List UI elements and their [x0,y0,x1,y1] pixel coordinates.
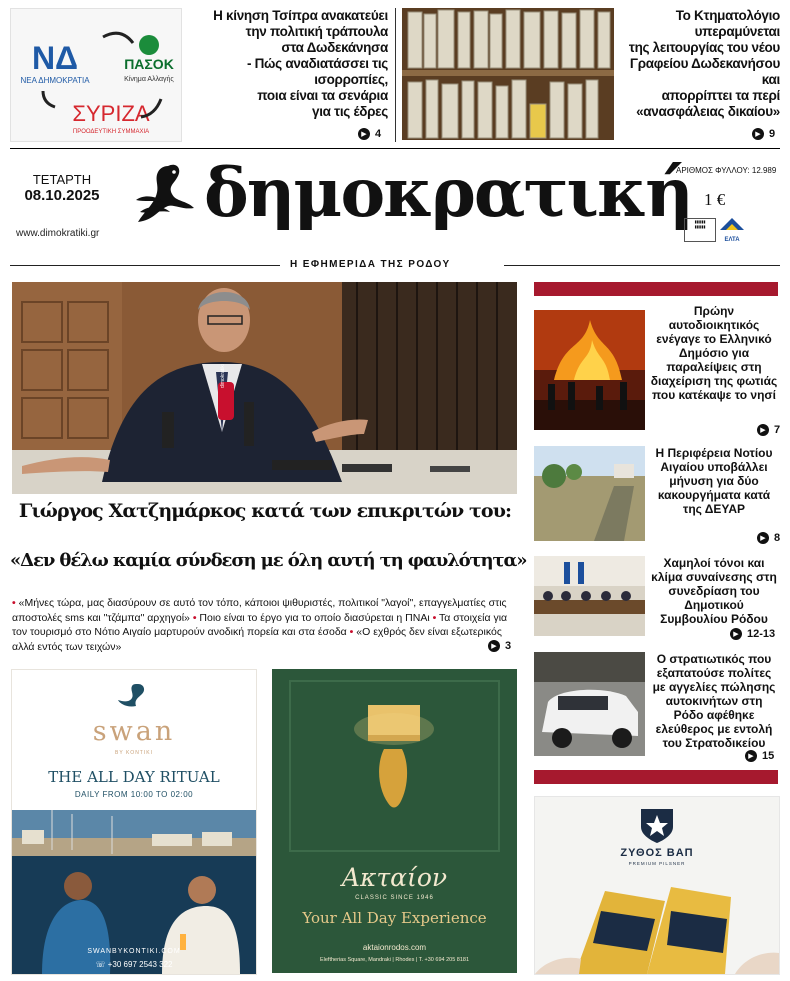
tagline-rule-left [10,265,280,266]
beer-brand: ΖΥΘΟΣ ΒΑΠ [620,847,694,859]
sidebar-story-2-text[interactable]: Η Περιφέρεια Νοτίου Αιγαίου υποβάλλει μήνυση για δύο κακουργήματα κατά της ΔΕΥΑΡ [655,446,773,516]
nd-label: ΝΕΑ ΔΗΜΟΚΡΑΤΙΑ [20,76,90,85]
aktaion-background [272,669,517,973]
arrow-icon: ▶ [752,128,764,140]
swan-website[interactable]: SWANBYKONTIKI.COM [87,948,181,955]
masthead-website-link[interactable]: www.dimokratiki.gr [16,228,100,239]
issue-price: 1 € [704,190,726,209]
swan-by: BY KONTIKI [115,750,153,756]
main-story-page-ref[interactable]: ▶ 3 [488,640,511,652]
archive-files-photo [402,8,614,140]
summary-item-4: «Ο εχθρός δεν είναι εξωτερικός αλλά εντός των τειχών» [12,626,502,653]
sidebar-photo-council[interactable] [534,556,645,636]
beer-cans-photo [535,871,779,974]
sidebar-story-1-text[interactable]: Πρώην αυτοδιοικητικός ενέγαγε το Ελληνικό Δημόσιο για παραλείψεις στη διαχείριση της φωτιάς που κατέκαψε το νησί [650,304,778,402]
arrow-icon: ▶ [757,532,769,544]
masthead-title[interactable]: δημοκρατική [204,153,692,232]
press-conference-image [12,282,517,494]
arrow-icon: ▶ [745,750,757,762]
top-left-page-ref[interactable]: ▶ 4 [358,128,381,140]
barcode-stamp: ▮▮▮▮▮ ▮▮▮▮▮ [684,218,716,242]
bird-logo-icon [130,160,202,230]
top-divider-vertical [395,8,396,142]
sidebar-photo-river[interactable] [534,446,645,541]
summary-item-1: «Μήνες τώρα, μας διασύρουν σε αυτό τον τόπο, κάποιοι ψιθυριστές, πολιτικοί "λαγοί", επαγγελματίες στις αποστολές sms και "τζάμπα" αρχηγοί» [12,597,507,624]
aktaion-since: CLASSIC SINCE 1946 [355,895,434,901]
pasok-label: Κίνημα Αλλαγής [124,76,174,83]
masthead-tagline: Η ΕΦΗΜΕΡΙΔΑ ΤΗΣ ΡΟΔΟΥ [290,259,451,270]
top-right-page-ref[interactable]: ▶ 9 [752,128,775,140]
issue-day: ΤΕΤΑΡΤΗ [32,172,92,187]
sidebar-top-bar [534,282,778,296]
syriza-label: ΠΡΟΟΔΕΥΤΙΚΗ ΣΥΜΜΑΧΙΑ [72,129,150,135]
mic-label: dimokratiki [220,364,226,388]
aktaion-slogan: Your All Day Experience [302,909,487,927]
beer-ad[interactable] [534,796,780,975]
masthead-top-rule [10,148,780,149]
masthead-date-block [14,172,110,204]
swan-hours: DAILY FROM 10:00 TO 02:00 [74,790,194,799]
swan-ad[interactable] [11,669,257,975]
phone-icon: ☏ [95,960,106,969]
arrow-icon: ▶ [730,628,742,640]
nd-logo: ΝΔ [31,40,79,76]
aktaion-address: Eleftherias Square, Mandraki | Rhodes | T. +30 694 205 8181 [319,957,470,963]
sidebar-photo-wildfire[interactable] [534,310,645,430]
issue-number: ΑΡΙΘΜΟΣ ΦΥΛΛΟΥ: 12.989 [676,166,777,175]
top-right-headline[interactable]: Το Κτηματολόγιο υπεραμύνεται της λειτουργίας του νέου Γραφείου Δωδεκανήσου και απορρίπτει τα περί «ανασφάλειας δικαίου» [628,8,780,119]
top-left-party-logos[interactable] [10,8,182,142]
arrow-icon: ▶ [488,640,500,652]
issue-date: 08.10.2025 [24,187,100,204]
main-story-photo[interactable] [12,282,517,494]
pasok-logo: ΠΑΣΟΚ [124,56,174,72]
beer-sub: PREMIUM PILSNER [628,861,686,866]
swan-slogan: THE ALL DAY RITUAL [48,768,220,786]
summary-item-3: Τα στοιχεία για τον τουρισμό στο Νότιο Αιγαίο μαρτυρούν ανοδική πορεία και στα έσοδα [12,611,508,638]
masthead-bird-logo [130,160,202,230]
aktaion-brand: Ακταίον [341,863,448,892]
sidebar-photo-car[interactable] [534,652,645,756]
beer-shield-logo-icon [639,805,675,845]
sidebar-story-4-page[interactable]: ▶ 15 [745,750,774,762]
sidebar-story-2-page[interactable]: ▶ 8 [757,532,780,544]
arrow-icon: ▶ [358,128,370,140]
swan-brand: swan [92,716,176,747]
aktaion-website[interactable]: aktaionrodos.com [362,943,427,952]
summary-item-2: Ποιο είναι το έργο για το οποίο διασύρεται η ΠΝΑι [199,611,430,624]
swan-phone[interactable]: ☏ +30 697 2543 322 [95,960,173,969]
tagline-rule-right [504,265,780,266]
sidebar-bottom-bar [534,770,778,784]
main-headline-line2[interactable]: «Δεν θέλω καμία σύνδεση με όλη αυτή τη φαυλότητα» [10,550,527,571]
sidebar-story-1-page[interactable]: ▶ 7 [757,424,780,436]
swan-logo-icon [116,678,152,714]
elta-logo: ΕΛΤΑ [718,216,746,243]
arrow-icon: ▶ [757,424,769,436]
main-story-summary: • «Μήνες τώρα, μας διασύρουν σε αυτό τον τόπο, κάποιοι ψιθυριστές, πολιτικοί "λαγοί", επαγγελματίες στις αποστολές sms και "τζάμπα" αρχηγοί» • Ποιο είναι το έργο για το οποίο διασύρεται η ΠΝΑι • Τα στοιχεία για τον τουρισμό στο Νότιο Αιγαίο μαρτυρούν ανοδική πορεία και στα έσοδα • «Ο εχθρός δεν είναι εξωτερικός αλλά εντός των τειχών» [12,597,508,653]
syriza-logo: ΣΥΡΙΖΑ [72,101,150,126]
sidebar-story-3-text[interactable]: Χαμηλοί τόνοι και κλίμα συναίνεσης στη συνεδρίαση του Δημοτικού Συμβουλίου Ρόδου [651,556,777,626]
party-logos-graphic [11,9,181,141]
sidebar-story-4-text[interactable]: Ο στρατιωτικός που εξαπατούσε πολίτες με αγγελίες πώλησης αυτοκινήτων στη Ρόδο αφέθηκε ελεύθερος με εντολή του Στρατοδικείου [652,652,776,750]
sidebar-story-3-page[interactable]: ▶ 12-13 [730,628,775,640]
top-left-headline[interactable]: Η κίνηση Τσίπρα ανακατεύει την πολιτική τράπουλα στα Δωδεκάνησα - Πώς αναδιατάσσει τις ισορροπίες, ποια είναι τα σενάρια για τις έδρες [213,8,388,119]
main-headline-line1[interactable]: Γιώργος Χατζημάρκος κατά των επικριτών του: [18,500,512,522]
aktaion-ad[interactable] [272,669,517,973]
